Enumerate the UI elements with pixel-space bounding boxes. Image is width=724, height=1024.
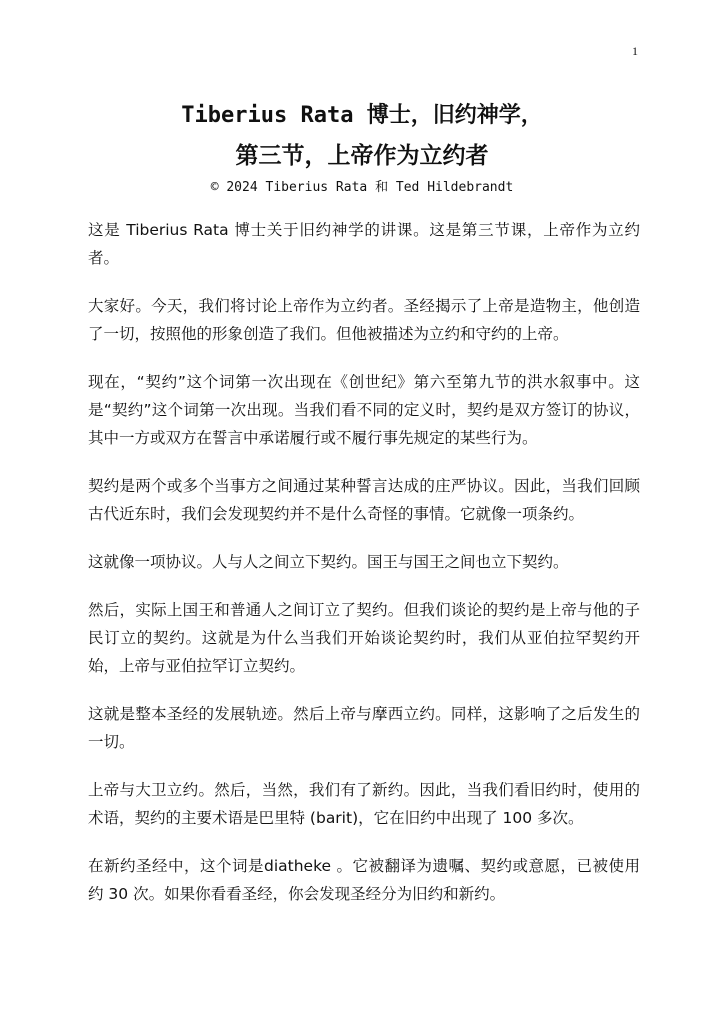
copyright-notice: © 2024 Tiberius Rata 和 Ted Hildebrandt <box>210 180 514 195</box>
paragraph: 然后，实际上国王和普通人之间订立了契约。但我们谈论的契约是上帝与他的子民订立的契约。这就是为什么当我们开始谈论契约时，我们从亚伯拉罕契约开始，上帝与亚伯拉罕订立契约。 <box>88 601 640 675</box>
paragraph: 上帝与大卫立约。然后，当然，我们有了新约。因此，当我们看旧约时，使用的术语，契约的主要术语是巴里特 (barit)，它在旧约中出现了 100 多次。 <box>88 781 640 827</box>
paragraph: 现在，“契约”这个词第一次出现在《创世纪》第六至第九节的洪水叙事中。这是“契约”这个词第一次出现。当我们看不同的定义时，契约是双方签订的协议，其中一方或双方在誓言中承诺履行或不履行事先规定的某些行为。 <box>88 373 640 447</box>
paragraph: 这是 Tiberius Rata 博士关于旧约神学的讲课。这是第三节课，上帝作为立约者。 <box>88 221 640 267</box>
paragraph: 契约是两个或多个当事方之间通过某种誓言达成的庄严协议。因此，当我们回顾古代近东时，我们会发现契约并不是什么奇怪的事情。它就像一项条约。 <box>88 477 640 523</box>
page-number: 1 <box>632 44 638 58</box>
title-block <box>0 96 724 198</box>
paragraph: 大家好。今天，我们将讨论上帝作为立约者。圣经揭示了上帝是造物主，他创造了一切，按照他的形象创造了我们。但他被描述为立约和守约的上帝。 <box>88 297 640 343</box>
document-body <box>88 216 640 928</box>
paragraph: 这就是整本圣经的发展轨迹。然后上帝与摩西立约。同样，这影响了之后发生的一切。 <box>88 705 640 751</box>
document-title-line-2: 第三节，上帝作为立约者 <box>235 143 489 169</box>
paragraph: 在新约圣经中，这个词是diatheke 。它被翻译为遗嘱、契约或意愿，已被使用约 30 次。如果你看看圣经，你会发现圣经分为旧约和新约。 <box>88 857 640 903</box>
document-title-line-1: Tiberius Rata 博士，旧约神学， <box>181 103 543 128</box>
paragraph: 这就像一项协议。人与人之间立下契约。国王与国王之间也立下契约。 <box>88 553 569 571</box>
